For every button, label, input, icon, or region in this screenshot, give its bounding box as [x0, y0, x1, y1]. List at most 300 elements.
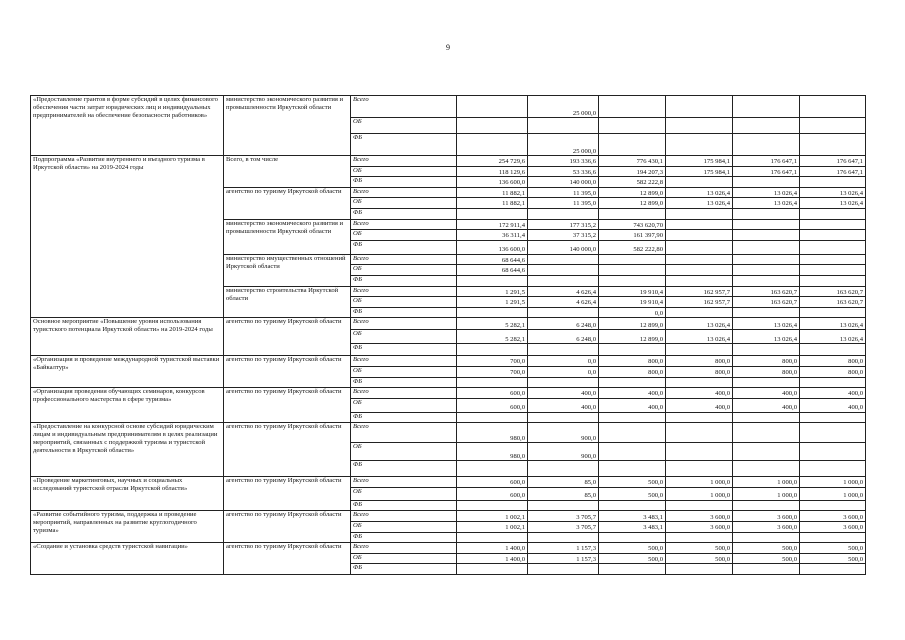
amount-cell: 500,0: [599, 477, 666, 488]
funding-source-cell: Всего: [351, 356, 457, 367]
amount-cell: 13 026,4: [800, 198, 866, 209]
amount-cell: [457, 532, 528, 543]
amount-cell: 162 957,7: [666, 297, 733, 308]
funding-source-cell: ОБ: [351, 297, 457, 308]
page-number: 9: [446, 43, 450, 52]
amount-cell: 5 282,1: [457, 318, 528, 330]
amount-cell: [599, 500, 666, 511]
amount-cell: 163 620,7: [800, 297, 866, 308]
amount-cell: 136 600,0: [457, 240, 528, 254]
amount-cell: 1 157,3: [528, 543, 599, 554]
amount-cell: [666, 275, 733, 286]
amount-cell: 176 647,1: [800, 156, 866, 167]
amount-cell: [800, 564, 866, 575]
responsible-cell: министерство экономического развития и промышленности Иркутской области: [224, 96, 351, 156]
funding-source-cell: ФБ: [351, 412, 457, 423]
amount-cell: 176 647,1: [733, 156, 800, 167]
amount-cell: 582 222,8: [599, 177, 666, 188]
amount-cell: 500,0: [599, 487, 666, 500]
table-row: [31, 543, 866, 554]
amount-cell: [666, 208, 733, 219]
budget-table: [30, 95, 866, 575]
amount-cell: 400,0: [599, 398, 666, 412]
amount-cell: 500,0: [599, 553, 666, 564]
funding-source-cell: Всего: [351, 423, 457, 443]
amount-cell: 500,0: [733, 543, 800, 554]
responsible-cell: агентство по туризму Иркутской области: [224, 477, 351, 511]
activity-name-cell: «Предоставление грантов в форме субсидий в целях финансового обеспечения части затрат юридических лиц и индивидуальных предпринимателей на обеспечение безопасности работников»: [31, 96, 224, 156]
responsible-cell: агентство по туризму Иркутской области: [224, 318, 351, 356]
activity-name-cell: «Предоставление на конкурсной основе субсидий юридическим лицам и индивидуальным предпринимателям в целях реализации мероприятий, связанных с поддержкой туризма и туристской деятельности в Иркутской области»: [31, 423, 224, 477]
amount-cell: 3 600,0: [800, 522, 866, 533]
amount-cell: [733, 208, 800, 219]
amount-cell: [800, 134, 866, 156]
amount-cell: 68 644,6: [457, 265, 528, 276]
amount-cell: [666, 265, 733, 276]
funding-source-cell: ФБ: [351, 532, 457, 543]
amount-cell: [457, 461, 528, 477]
amount-cell: [666, 532, 733, 543]
responsible-cell: министерство строительства Иркутской области: [224, 286, 351, 318]
amount-cell: 500,0: [666, 553, 733, 564]
amount-cell: 400,0: [666, 388, 733, 399]
amount-cell: 163 620,7: [800, 286, 866, 297]
funding-source-cell: ФБ: [351, 177, 457, 188]
amount-cell: [528, 344, 599, 356]
amount-cell: 1 000,0: [666, 477, 733, 488]
table-row: [31, 511, 866, 522]
amount-cell: 25 000,0: [528, 134, 599, 156]
amount-cell: [733, 443, 800, 461]
amount-cell: [599, 118, 666, 134]
amount-cell: 800,0: [733, 366, 800, 377]
amount-cell: [800, 240, 866, 254]
amount-cell: 582 222,80: [599, 240, 666, 254]
amount-cell: [599, 96, 666, 118]
amount-cell: 3 483,1: [599, 522, 666, 533]
amount-cell: 175 984,1: [666, 166, 733, 177]
amount-cell: [666, 254, 733, 265]
amount-cell: 12 899,0: [599, 187, 666, 198]
amount-cell: [457, 208, 528, 219]
amount-cell: 900,0: [528, 423, 599, 443]
amount-cell: [666, 177, 733, 188]
amount-cell: 3 600,0: [666, 522, 733, 533]
amount-cell: 800,0: [599, 366, 666, 377]
table-row: [31, 356, 866, 367]
amount-cell: [666, 423, 733, 443]
amount-cell: [800, 461, 866, 477]
amount-cell: 193 336,6: [528, 156, 599, 167]
amount-cell: [457, 118, 528, 134]
funding-source-cell: ОБ: [351, 443, 457, 461]
amount-cell: [528, 461, 599, 477]
amount-cell: 172 911,4: [457, 219, 528, 230]
amount-cell: 400,0: [666, 398, 733, 412]
amount-cell: [528, 307, 599, 318]
amount-cell: [733, 275, 800, 286]
amount-cell: [666, 240, 733, 254]
amount-cell: [733, 412, 800, 423]
funding-source-cell: Всего: [351, 477, 457, 488]
amount-cell: 800,0: [800, 366, 866, 377]
amount-cell: [457, 134, 528, 156]
funding-source-cell: Всего: [351, 318, 457, 330]
table-row: [31, 96, 866, 118]
amount-cell: 400,0: [800, 398, 866, 412]
activity-name-cell: Основное мероприятие «Повышение уровня использования туристского потенциала Иркутской области» на 2019-2024 годы: [31, 318, 224, 356]
funding-source-cell: ОБ: [351, 522, 457, 533]
amount-cell: [800, 344, 866, 356]
funding-source-cell: ОБ: [351, 330, 457, 344]
amount-cell: 68 644,6: [457, 254, 528, 265]
amount-cell: [733, 423, 800, 443]
funding-source-cell: ФБ: [351, 461, 457, 477]
amount-cell: 400,0: [733, 398, 800, 412]
amount-cell: 4 626,4: [528, 297, 599, 308]
amount-cell: 11 395,0: [528, 187, 599, 198]
funding-source-cell: ФБ: [351, 134, 457, 156]
amount-cell: 13 026,4: [800, 187, 866, 198]
amount-cell: 13 026,4: [733, 198, 800, 209]
amount-cell: 254 729,6: [457, 156, 528, 167]
funding-source-cell: ОБ: [351, 198, 457, 209]
funding-source-cell: Всего: [351, 156, 457, 167]
activity-name-cell: «Организация и проведение международной туристской выставки «Байкалтур»: [31, 356, 224, 388]
amount-cell: [800, 307, 866, 318]
amount-cell: [800, 208, 866, 219]
amount-cell: [457, 344, 528, 356]
amount-cell: 136 600,0: [457, 177, 528, 188]
amount-cell: [733, 177, 800, 188]
amount-cell: 700,0: [457, 366, 528, 377]
funding-source-cell: ОБ: [351, 265, 457, 276]
amount-cell: [528, 412, 599, 423]
amount-cell: [800, 532, 866, 543]
amount-cell: [800, 275, 866, 286]
amount-cell: [733, 230, 800, 241]
amount-cell: 3 705,7: [528, 522, 599, 533]
amount-cell: [666, 118, 733, 134]
amount-cell: 85,0: [528, 487, 599, 500]
amount-cell: [666, 412, 733, 423]
amount-cell: [666, 134, 733, 156]
amount-cell: 36 311,4: [457, 230, 528, 241]
amount-cell: [666, 307, 733, 318]
amount-cell: [599, 275, 666, 286]
amount-cell: [457, 275, 528, 286]
amount-cell: [599, 134, 666, 156]
amount-cell: 13 026,4: [733, 187, 800, 198]
amount-cell: 140 000,0: [528, 240, 599, 254]
amount-cell: 85,0: [528, 477, 599, 488]
amount-cell: 13 026,4: [800, 318, 866, 330]
amount-cell: 1 000,0: [733, 477, 800, 488]
amount-cell: 53 336,6: [528, 166, 599, 177]
amount-cell: 37 315,2: [528, 230, 599, 241]
amount-cell: [800, 443, 866, 461]
amount-cell: 1 000,0: [800, 487, 866, 500]
amount-cell: 118 129,6: [457, 166, 528, 177]
funding-source-cell: Всего: [351, 286, 457, 297]
amount-cell: [733, 96, 800, 118]
amount-cell: [599, 461, 666, 477]
amount-cell: [733, 118, 800, 134]
amount-cell: 1 000,0: [800, 477, 866, 488]
amount-cell: [528, 265, 599, 276]
amount-cell: [733, 134, 800, 156]
amount-cell: [599, 532, 666, 543]
amount-cell: [599, 254, 666, 265]
amount-cell: [599, 443, 666, 461]
amount-cell: 12 899,0: [599, 198, 666, 209]
amount-cell: 400,0: [599, 388, 666, 399]
amount-cell: [599, 208, 666, 219]
funding-source-cell: ФБ: [351, 564, 457, 575]
amount-cell: 1 400,0: [457, 553, 528, 564]
amount-cell: 776 430,1: [599, 156, 666, 167]
amount-cell: 3 600,0: [733, 511, 800, 522]
funding-source-cell: ФБ: [351, 275, 457, 286]
amount-cell: 700,0: [457, 356, 528, 367]
table-row: [31, 156, 866, 167]
amount-cell: [733, 377, 800, 388]
amount-cell: 0,0: [528, 366, 599, 377]
amount-cell: 400,0: [800, 388, 866, 399]
amount-cell: 11 882,1: [457, 198, 528, 209]
amount-cell: 13 026,4: [666, 187, 733, 198]
amount-cell: 13 026,4: [666, 198, 733, 209]
funding-source-cell: ОБ: [351, 553, 457, 564]
amount-cell: [800, 230, 866, 241]
amount-cell: 13 026,4: [733, 318, 800, 330]
amount-cell: 800,0: [666, 366, 733, 377]
amount-cell: 800,0: [733, 356, 800, 367]
amount-cell: 5 282,1: [457, 330, 528, 344]
responsible-cell: агентство по туризму Иркутской области: [224, 388, 351, 423]
amount-cell: 980,0: [457, 443, 528, 461]
amount-cell: 176 647,1: [800, 166, 866, 177]
amount-cell: 900,0: [528, 443, 599, 461]
amount-cell: [457, 500, 528, 511]
funding-source-cell: Всего: [351, 219, 457, 230]
amount-cell: 500,0: [599, 543, 666, 554]
amount-cell: 600,0: [457, 487, 528, 500]
amount-cell: [528, 564, 599, 575]
responsible-cell: агентство по туризму Иркутской области: [224, 543, 351, 575]
amount-cell: 800,0: [599, 356, 666, 367]
table-row: [31, 423, 866, 443]
amount-cell: 500,0: [800, 553, 866, 564]
amount-cell: [800, 423, 866, 443]
amount-cell: 176 647,1: [733, 166, 800, 177]
amount-cell: 163 620,7: [733, 297, 800, 308]
amount-cell: 3 600,0: [733, 522, 800, 533]
amount-cell: 500,0: [666, 543, 733, 554]
amount-cell: 177 315,2: [528, 219, 599, 230]
funding-source-cell: ОБ: [351, 487, 457, 500]
amount-cell: 11 395,0: [528, 198, 599, 209]
funding-source-cell: ОБ: [351, 118, 457, 134]
amount-cell: [528, 208, 599, 219]
amount-cell: 800,0: [666, 356, 733, 367]
amount-cell: [733, 500, 800, 511]
amount-cell: [666, 344, 733, 356]
amount-cell: 194 207,3: [599, 166, 666, 177]
amount-cell: 1 400,0: [457, 543, 528, 554]
funding-source-cell: Всего: [351, 543, 457, 554]
amount-cell: 1 291,5: [457, 286, 528, 297]
amount-cell: 500,0: [733, 553, 800, 564]
amount-cell: [733, 532, 800, 543]
responsible-cell: агентство по туризму Иркутской области: [224, 511, 351, 543]
amount-cell: [666, 377, 733, 388]
amount-cell: 12 899,0: [599, 318, 666, 330]
funding-source-cell: ОБ: [351, 230, 457, 241]
amount-cell: [733, 461, 800, 477]
amount-cell: [599, 423, 666, 443]
activity-name-cell: «Проведение маркетинговых, научных и социальных исследований туристской отрасли Иркутской области»: [31, 477, 224, 511]
amount-cell: [599, 265, 666, 276]
funding-source-cell: ОБ: [351, 398, 457, 412]
amount-cell: [666, 230, 733, 241]
amount-cell: 175 984,1: [666, 156, 733, 167]
amount-cell: 163 620,7: [733, 286, 800, 297]
amount-cell: [528, 377, 599, 388]
amount-cell: 6 248,0: [528, 318, 599, 330]
amount-cell: 743 620,70: [599, 219, 666, 230]
amount-cell: [666, 461, 733, 477]
amount-cell: [457, 307, 528, 318]
amount-cell: [733, 240, 800, 254]
amount-cell: 19 910,4: [599, 297, 666, 308]
amount-cell: 3 600,0: [666, 511, 733, 522]
amount-cell: 4 626,4: [528, 286, 599, 297]
table-row: [31, 318, 866, 330]
amount-cell: [599, 564, 666, 575]
funding-source-cell: Всего: [351, 187, 457, 198]
amount-cell: 140 000,0: [528, 177, 599, 188]
amount-cell: [599, 412, 666, 423]
amount-cell: [800, 412, 866, 423]
amount-cell: [599, 344, 666, 356]
responsible-cell: агентство по туризму Иркутской области: [224, 356, 351, 388]
amount-cell: 13 026,4: [733, 330, 800, 344]
responsible-cell: агентство по туризму Иркутской области: [224, 423, 351, 477]
funding-source-cell: ФБ: [351, 344, 457, 356]
amount-cell: 12 899,0: [599, 330, 666, 344]
amount-cell: 3 600,0: [800, 511, 866, 522]
amount-cell: [800, 96, 866, 118]
amount-cell: [800, 265, 866, 276]
amount-cell: [733, 344, 800, 356]
responsible-cell: министерство экономического развития и промышленности Иркутской области: [224, 219, 351, 254]
amount-cell: 800,0: [800, 356, 866, 367]
funding-source-cell: ОБ: [351, 166, 457, 177]
amount-cell: 600,0: [457, 388, 528, 399]
amount-cell: 1 000,0: [733, 487, 800, 500]
amount-cell: 3 705,7: [528, 511, 599, 522]
amount-cell: [666, 219, 733, 230]
amount-cell: [733, 254, 800, 265]
amount-cell: [666, 500, 733, 511]
amount-cell: 3 483,1: [599, 511, 666, 522]
amount-cell: 19 910,4: [599, 286, 666, 297]
amount-cell: [800, 177, 866, 188]
funding-source-cell: ФБ: [351, 500, 457, 511]
responsible-cell: Всего, в том числе: [224, 156, 351, 188]
amount-cell: 500,0: [800, 543, 866, 554]
funding-source-cell: ОБ: [351, 366, 457, 377]
amount-cell: 400,0: [528, 398, 599, 412]
amount-cell: 11 882,1: [457, 187, 528, 198]
amount-cell: [528, 500, 599, 511]
amount-cell: [800, 500, 866, 511]
funding-source-cell: ФБ: [351, 240, 457, 254]
amount-cell: [666, 443, 733, 461]
amount-cell: 1 157,3: [528, 553, 599, 564]
funding-source-cell: ФБ: [351, 307, 457, 318]
amount-cell: 400,0: [528, 388, 599, 399]
amount-cell: [800, 254, 866, 265]
amount-cell: [528, 118, 599, 134]
funding-source-cell: ФБ: [351, 377, 457, 388]
amount-cell: 600,0: [457, 398, 528, 412]
amount-cell: [733, 564, 800, 575]
amount-cell: 0,0: [599, 307, 666, 318]
amount-cell: [528, 532, 599, 543]
funding-source-cell: Всего: [351, 254, 457, 265]
amount-cell: 161 397,90: [599, 230, 666, 241]
amount-cell: [599, 377, 666, 388]
amount-cell: [800, 118, 866, 134]
amount-cell: [666, 96, 733, 118]
responsible-cell: министерство имущественных отношений Иркутской области: [224, 254, 351, 286]
amount-cell: 1 000,0: [666, 487, 733, 500]
amount-cell: [666, 564, 733, 575]
amount-cell: [457, 412, 528, 423]
amount-cell: 13 026,4: [800, 330, 866, 344]
amount-cell: 1 002,1: [457, 522, 528, 533]
amount-cell: [457, 96, 528, 118]
amount-cell: 400,0: [733, 388, 800, 399]
funding-source-cell: Всего: [351, 96, 457, 118]
amount-cell: 600,0: [457, 477, 528, 488]
activity-name-cell: Подпрограмма «Развитие внутреннего и въездного туризма в Иркутской области» на 2019-2024 годы: [31, 156, 224, 318]
amount-cell: [733, 307, 800, 318]
amount-cell: [528, 254, 599, 265]
amount-cell: 13 026,4: [666, 318, 733, 330]
amount-cell: [733, 265, 800, 276]
amount-cell: [457, 377, 528, 388]
responsible-cell: агентство по туризму Иркутской области: [224, 187, 351, 219]
amount-cell: 25 000,0: [528, 96, 599, 118]
amount-cell: 980,0: [457, 423, 528, 443]
amount-cell: 162 957,7: [666, 286, 733, 297]
table-row: [31, 477, 866, 488]
activity-name-cell: «Организация проведения обучающих семинаров, конкурсов профессионального мастерства в сфере туризма»: [31, 388, 224, 423]
activity-name-cell: «Развитие событийного туризма, поддержка и проведение мероприятий, направленных на развитие круглогодичного туризма»: [31, 511, 224, 543]
table-row: [31, 388, 866, 399]
amount-cell: [800, 377, 866, 388]
amount-cell: [733, 219, 800, 230]
table-body: [31, 96, 866, 575]
funding-source-cell: Всего: [351, 388, 457, 399]
funding-source-cell: Всего: [351, 511, 457, 522]
activity-name-cell: «Создание и установка средств туристской навигации»: [31, 543, 224, 575]
amount-cell: [457, 564, 528, 575]
amount-cell: 1 291,5: [457, 297, 528, 308]
